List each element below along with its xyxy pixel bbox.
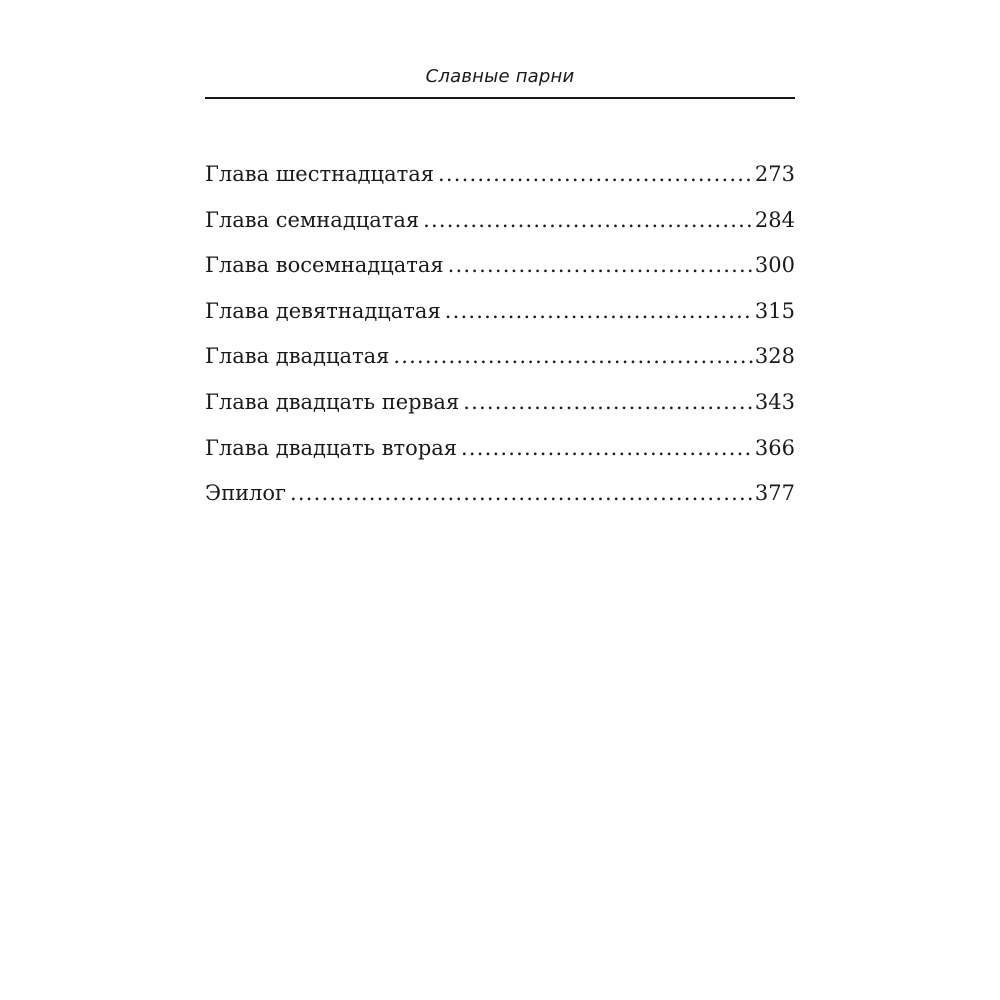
toc-entry-title: Глава шестнадцатая bbox=[205, 162, 434, 186]
toc-entry bbox=[205, 289, 795, 335]
toc-entry bbox=[205, 426, 795, 472]
toc-entry-page: 377 bbox=[754, 481, 795, 506]
toc-entry bbox=[205, 471, 795, 517]
dot-leader bbox=[423, 198, 753, 244]
running-head-title: Славные парни bbox=[425, 66, 575, 87]
toc-entry bbox=[205, 152, 795, 198]
toc-entry-page: 328 bbox=[754, 344, 795, 369]
toc-entry-title: Глава семнадцатая bbox=[205, 207, 420, 232]
toc-entry-page: 284 bbox=[754, 207, 795, 232]
dot-leader bbox=[448, 243, 753, 289]
toc-entry bbox=[205, 243, 795, 289]
toc-entry-title: Глава двадцать вторая bbox=[205, 435, 458, 460]
toc-entry-title: Глава восемнадцатая bbox=[205, 253, 444, 278]
dot-leader bbox=[290, 471, 753, 517]
dot-leader bbox=[463, 380, 753, 426]
dot-leader bbox=[438, 152, 753, 198]
toc-entry-page: 343 bbox=[754, 389, 795, 414]
toc-entry bbox=[205, 334, 795, 380]
toc-entry-title: Глава девятнадцатая bbox=[205, 298, 441, 323]
dot-leader bbox=[445, 289, 753, 335]
toc-entry bbox=[205, 380, 795, 426]
toc-entry-title: Глава двадцать первая bbox=[205, 389, 460, 414]
toc-entry-title: Глава двадцатая bbox=[205, 344, 390, 369]
table-of-contents bbox=[205, 152, 795, 517]
dot-leader bbox=[461, 426, 753, 472]
toc-entry-page: 300 bbox=[754, 253, 795, 278]
header-divider bbox=[205, 97, 795, 99]
toc-entry-title: Эпилог bbox=[205, 481, 287, 506]
toc-entry-page: 273 bbox=[754, 162, 795, 186]
toc-entry-page: 366 bbox=[754, 435, 795, 460]
toc-entry bbox=[205, 198, 795, 244]
dot-leader bbox=[393, 334, 753, 380]
toc-entry-page: 315 bbox=[754, 298, 795, 323]
